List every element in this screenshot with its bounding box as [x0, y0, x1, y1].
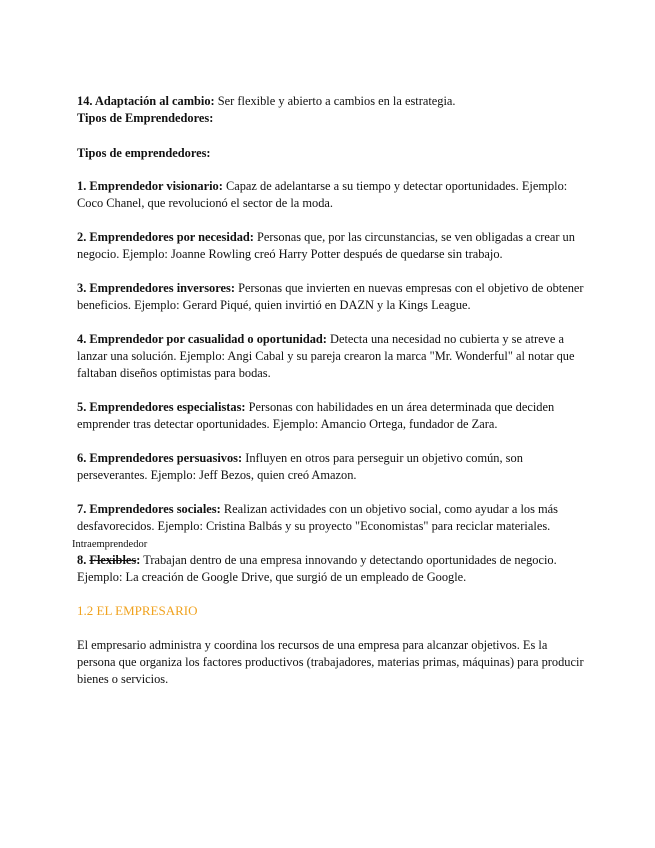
list-item-7: [77, 501, 587, 535]
item-label: 7. Emprendedores sociales:: [77, 502, 221, 516]
item-colon: :: [136, 553, 141, 567]
list-item-8: [77, 552, 587, 586]
section-paragraph: El empresario administra y coordina los recursos de una empresa para alcanzar objetivos. Es la persona que organiza los factores productivos (trabajadores, materias primas, máquinas) para producir bienes o servicios.: [77, 638, 584, 686]
item-label: 6. Emprendedores persuasivos:: [77, 451, 243, 465]
item-text: Personas que invierten en nuevas empresas con el objetivo de obtener beneficios. Ejemplo: Gerard Piqué, quien invirtió en DAZN y la Kings League.: [77, 281, 584, 312]
item-label: 1. Emprendedor visionario:: [77, 179, 223, 193]
line-14-adaptacion: [77, 93, 587, 110]
item-text: Personas que, por las circunstancias, se ven obligadas a crear un negocio. Ejemplo: Joanne Rowling creó Harry Potter después de quedarse sin trabajo.: [77, 230, 575, 261]
intraemprendedor-annotation: Intraemprendedor: [72, 539, 148, 550]
item-number: 8.: [77, 553, 87, 567]
item-text: Detecta una necesidad no cubierta y se atreve a lanzar una solución. Ejemplo: Angi Cabal y su pareja crearon la marca "Mr. Wonderful" al notar que faltaban diseños optimistas para bodas.: [77, 332, 575, 380]
item-label: 2. Emprendedores por necesidad:: [77, 230, 254, 244]
item-text: Capaz de adelantarse a su tiempo y detectar oportunidades. Ejemplo: Coco Chanel, que revolucionó el sector de la moda.: [77, 179, 568, 210]
item-label: 14. Adaptación al cambio:: [77, 94, 215, 108]
list-item-4: [77, 331, 587, 382]
tipos-heading-1: Tipos de Emprendedores:: [77, 111, 214, 125]
struck-label: Flexibles: [89, 553, 137, 567]
list-item-3: [77, 280, 587, 314]
item-text: Personas con habilidades en un área determinada que deciden emprender tras detectar oportunidades. Ejemplo: Amancio Ortega, fundador de Zara.: [77, 400, 555, 431]
list-item-6: [77, 450, 587, 484]
section-heading: 1.2 EL EMPRESARIO: [77, 603, 198, 618]
item-text: Realizan actividades con un objetivo social, como ayudar a los más desfavorecidos. Ejemplo: Cristina Balbás y su proyecto "Economistas" para reciclar materiales.: [77, 502, 558, 533]
item-label: 5. Emprendedores especialistas:: [77, 400, 246, 414]
tipos-heading-2: Tipos de emprendedores:: [77, 146, 211, 160]
item-text: Influyen en otros para perseguir un objetivo común, son perseverantes. Ejemplo: Jeff Bezos, quien creó Amazon.: [77, 451, 523, 482]
item-text: Ser flexible y abierto a cambios en la estrategia.: [214, 94, 456, 108]
list-item-5: [77, 399, 587, 433]
list-item-1: [77, 178, 587, 212]
item-text: Trabajan dentro de una empresa innovando y detectando oportunidades de negocio. Ejemplo: La creación de Google Drive, que surgió de un empleado de Google.: [77, 553, 557, 584]
item-label: 4. Emprendedor por casualidad o oportunidad:: [77, 332, 327, 346]
list-item-2: [77, 229, 587, 263]
item-label: 3. Emprendedores inversores:: [77, 281, 235, 295]
